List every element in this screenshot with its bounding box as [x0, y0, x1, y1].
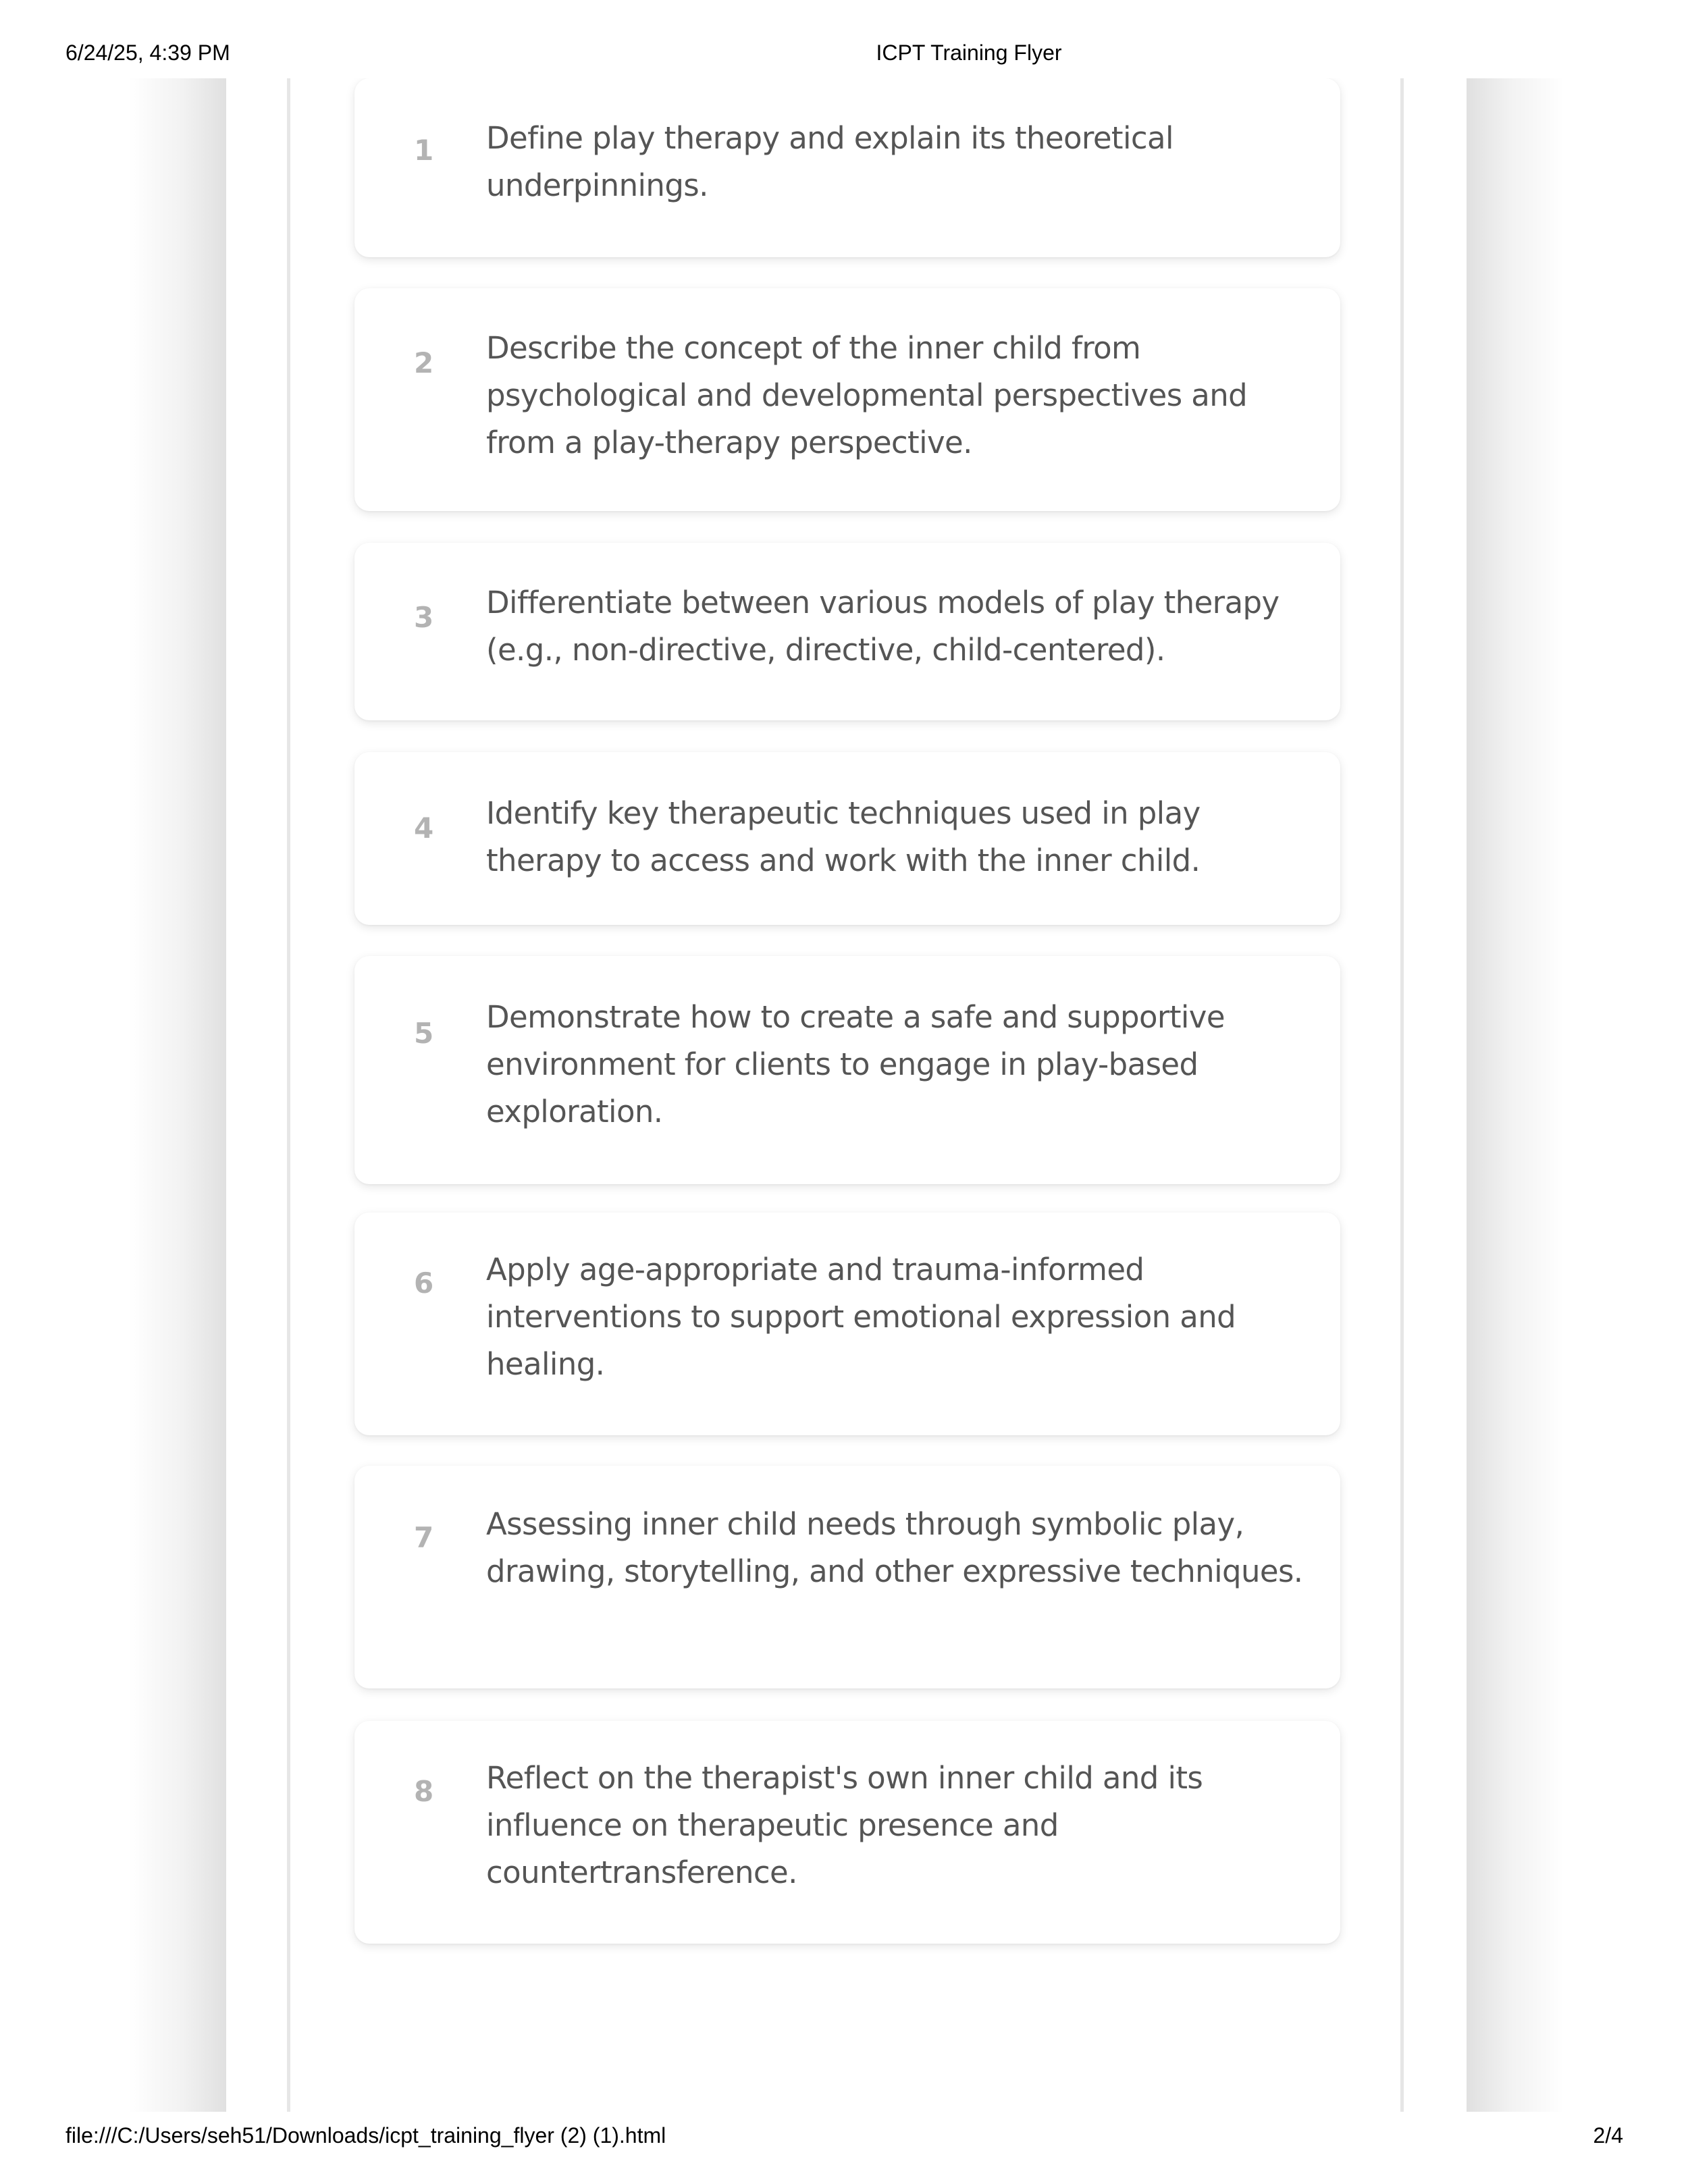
objective-text: Reflect on the therapist's own inner child and its influence on therapeutic presence and countertransference. [486, 1760, 1203, 1890]
print-title: ICPT Training Flyer [876, 41, 1062, 65]
objective-number: 5 [414, 1017, 434, 1050]
objective-text: Identify key therapeutic techniques used in play therapy to access and work with the inner child. [486, 795, 1201, 878]
right-border-line [1400, 78, 1404, 2112]
objective-text: Describe the concept of the inner child from psychological and developmental perspectives and from a play-therapy perspective. [486, 330, 1248, 460]
page-viewport [0, 78, 1688, 2112]
objective-number: 4 [414, 811, 434, 845]
print-page-indicator: 2/4 [1593, 2123, 1623, 2148]
print-footer [0, 2123, 1688, 2164]
objective-card [354, 288, 1340, 511]
objective-number: 8 [414, 1775, 434, 1808]
objective-number: 6 [414, 1267, 434, 1300]
objective-text: Define play therapy and explain its theoretical underpinnings. [486, 120, 1173, 203]
objective-card [354, 543, 1340, 720]
right-page-shadow [1467, 78, 1564, 2112]
objective-number: 7 [414, 1521, 434, 1554]
objective-card [354, 1466, 1340, 1688]
left-border-line [287, 78, 290, 2112]
objective-card [354, 752, 1340, 925]
print-header [0, 41, 1688, 81]
flyer-page [226, 78, 1467, 2112]
objective-number: 2 [414, 346, 434, 379]
objective-text: Assessing inner child needs through symbolic play, drawing, storytelling, and other expressive techniques. [486, 1506, 1303, 1589]
left-page-shadow [128, 78, 226, 2112]
objective-card [354, 1721, 1340, 1944]
objective-number: 3 [414, 601, 434, 634]
objective-text: Demonstrate how to create a safe and supportive environment for clients to engage in play-based exploration. [486, 999, 1225, 1129]
objective-text: Differentiate between various models of play therapy (e.g., non-directive, directive, child-centered). [486, 585, 1280, 668]
objective-card [354, 956, 1340, 1184]
print-file-path: file:///C:/Users/seh51/Downloads/icpt_training_flyer (2) (1).html [65, 2123, 666, 2148]
objective-card [354, 78, 1340, 257]
objective-text: Apply age-appropriate and trauma-informed interventions to support emotional expression and healing. [486, 1252, 1236, 1382]
print-datetime: 6/24/25, 4:39 PM [65, 41, 230, 65]
objective-number: 1 [414, 134, 434, 167]
objective-card [354, 1213, 1340, 1435]
